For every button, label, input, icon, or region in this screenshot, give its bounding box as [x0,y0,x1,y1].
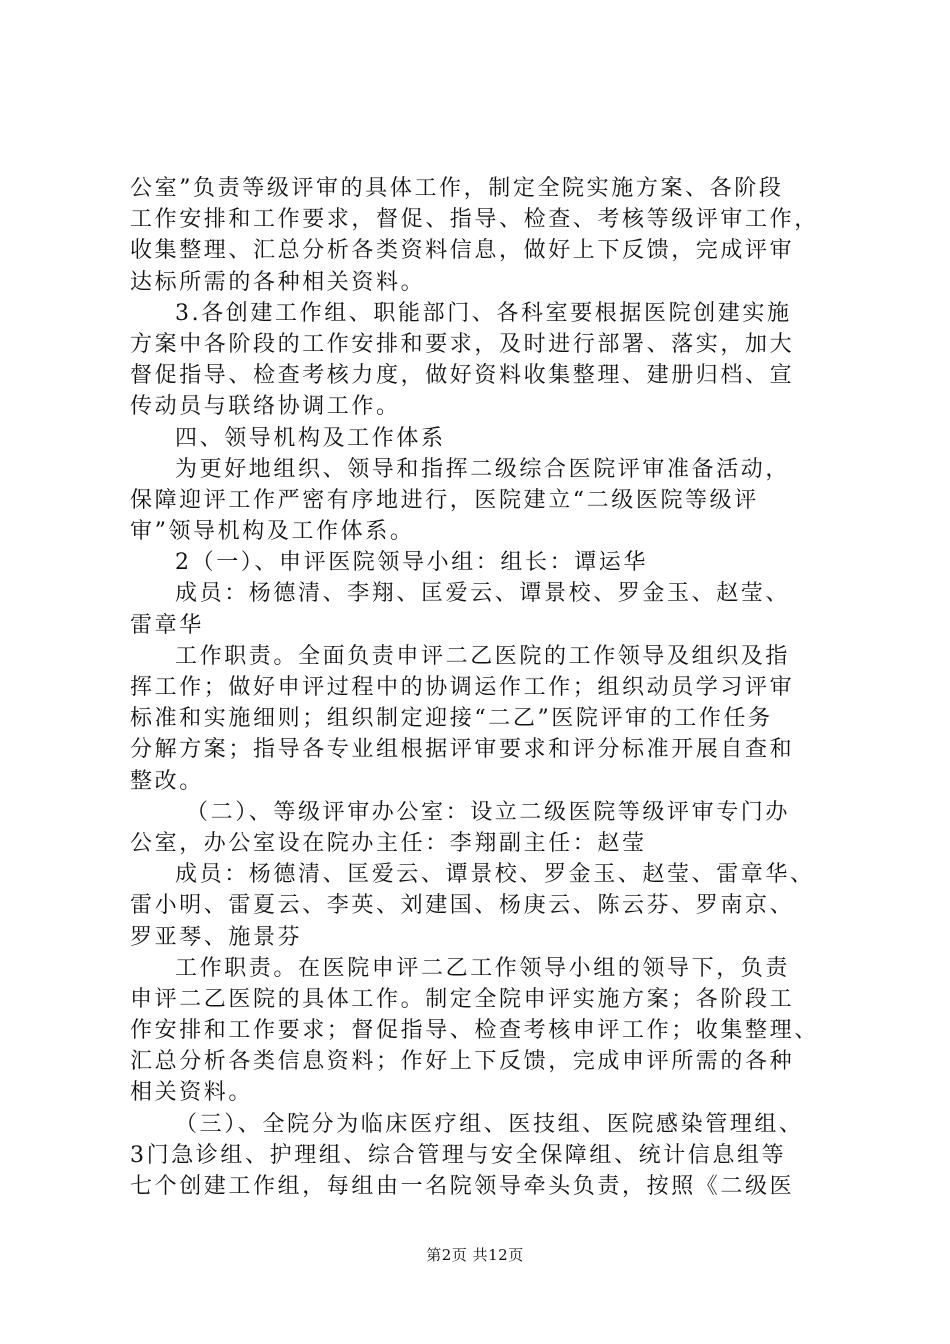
text-line: 保障迎评工作严密有序地进行，医院建立“二级医院等级评 [130,487,759,513]
text-line: 2（一）、申评医院领导小组：组长：谭运华 [175,550,648,576]
text-line: 3.各创建工作组、职能部门、各科室要根据医院创建实施 [175,300,792,326]
text-line: 标准和实施细则；组织制定迎接“二乙”医院评审的工作任务 [130,706,773,732]
text-line: 收集整理、汇总分析各类资料信息，做好上下反馈，完成评审 [130,238,795,264]
text-line: 七个创建工作组，每组由一名院领导牵头负责，按照《二级医 [130,1174,795,1199]
text-line: 成员：杨德清、李翔、匡爱云、谭景校、罗金玉、赵莹、 [175,581,791,607]
text-line: 整改。 [130,768,204,794]
text-line: 达标所需的各种相关资料。 [130,269,426,295]
text-line: 成员：杨德清、匡爱云、谭景校、罗金玉、赵莹、雷章华、 [175,862,815,888]
text-line: 四、领导机构及工作体系 [175,425,446,451]
text-line: 方案中各阶段的工作安排和要求，及时进行部署、落实，加大 [130,331,795,357]
text-line: 雷章华 [130,612,204,638]
text-line: 罗亚琴、施景芬 [130,924,303,950]
text-line: 申评二乙医院的具体工作。制定全院申评实施方案；各阶段工 [130,986,795,1012]
text-line: 督促指导、检查考核力度，做好资料收集整理、建册归档、宣 [130,363,795,389]
text-line: 公室，办公室设在院办主任：李翔副主任：赵莹 [130,830,647,856]
text-line: 3门急诊组、护理组、综合管理与安全保障组、统计信息组等 [130,1142,787,1168]
text-line: （二）、等级评审办公室：设立二级医院等级评审专门办 [186,799,791,825]
text-line: 工作安排和工作要求，督促、指导、检查、考核等级评审工作， [130,207,819,233]
text-line: 相关资料。 [130,1080,254,1106]
document-body [130,173,830,1202]
text-line: 分解方案；指导各专业组根据评审要求和评分标准开展自查和 [130,737,795,763]
text-line: 作安排和工作要求；督促指导、检查考核申评工作；收集整理、 [130,1018,819,1044]
text-line: 传动员与联络协调工作。 [130,394,401,420]
text-line: 汇总分析各类信息资料；作好上下反馈，完成申评所需的各种 [130,1049,795,1075]
text-line: 挥工作；做好申评过程中的协调运作工作；组织动员学习评审 [130,675,795,700]
text-line: （三）、全院分为临床医疗组、医技组、医院感染管理组、 [175,1111,804,1137]
page-footer: 第2页 共12页 [426,1246,524,1264]
text-line: 公室”负责等级评审的具体工作，制定全院实施方案、各阶段 [130,176,784,201]
text-line: 雷小明、雷夏云、李英、刘建国、杨庚云、陈云芬、罗南京、 [130,893,795,919]
text-line: 工作职责。全面负责申评二乙医院的工作领导及组织及指 [175,643,791,669]
text-line: 审”领导机构及工作体系。 [130,519,415,545]
text-line: 工作职责。在医院申评二乙工作领导小组的领导下，负责 [175,955,791,981]
text-line: 为更好地组织、领导和指挥二级综合医院评审准备活动， [175,456,791,482]
